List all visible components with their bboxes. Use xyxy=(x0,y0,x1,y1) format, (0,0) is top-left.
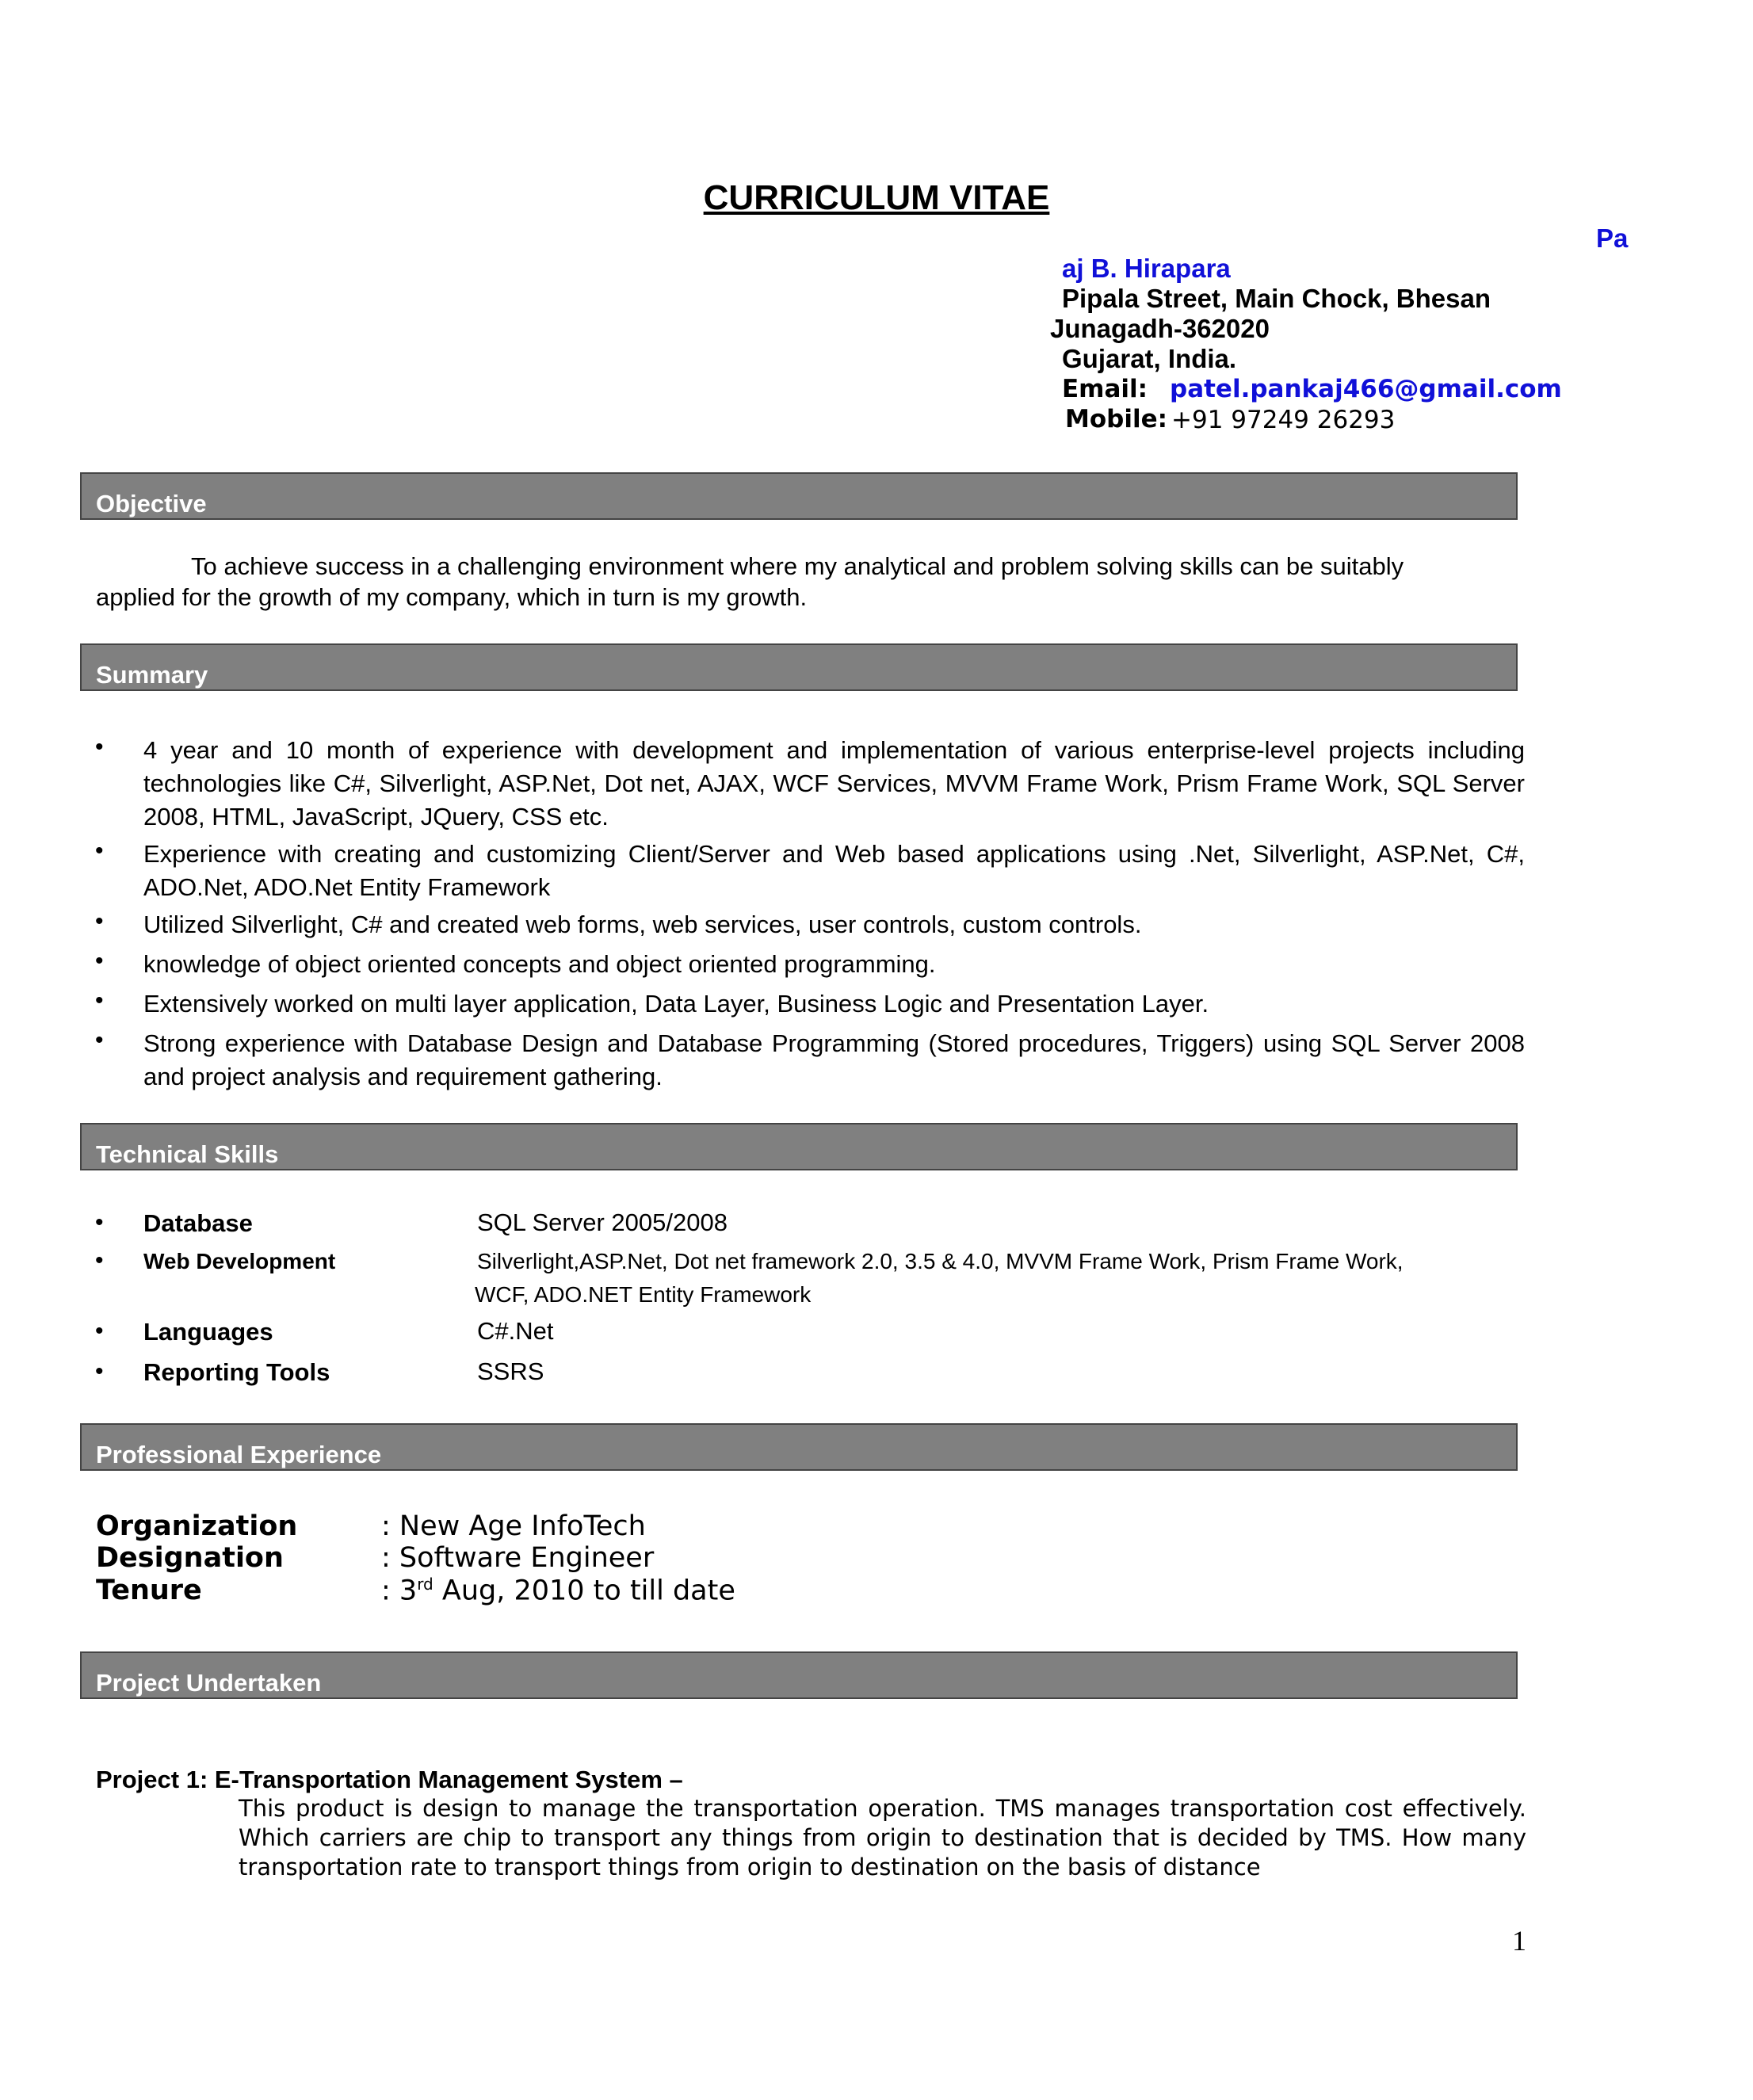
objective-header xyxy=(80,472,1518,520)
skill-label-languages: Languages xyxy=(143,1318,273,1346)
summary-title: Summary xyxy=(96,661,208,689)
project-1-title: Project 1: E-Transportation Management System – xyxy=(96,1766,683,1793)
tenure-label: Tenure xyxy=(96,1575,202,1606)
summary-item-4: knowledge of object oriented concepts and object oriented programming. xyxy=(143,950,936,978)
summary-item-2: Experience with creating and customizing Client/Server and Web based applications using .Net, Silverlight, ASP.Net, C#, ADO.Net, ADO.Net Entity Framework xyxy=(143,840,1525,901)
skill-value-reporting-tools: SSRS xyxy=(477,1357,544,1385)
tenure-prefix: : 3 xyxy=(381,1575,418,1607)
objective-title: Objective xyxy=(96,490,207,517)
mobile-label: Mobile: xyxy=(1065,405,1168,433)
skill-bullet-2: • xyxy=(95,1247,104,1273)
objective-line-2: applied for the growth of my company, which in turn is my growth. xyxy=(96,583,808,611)
bullet-1: • xyxy=(95,734,104,760)
bullet-2: • xyxy=(95,838,104,864)
skill-label-database: Database xyxy=(143,1209,253,1237)
address-line-3: Gujarat, India. xyxy=(1062,344,1237,373)
technical-skills-header xyxy=(80,1123,1518,1170)
summary-item-5: Extensively worked on multi layer application, Data Layer, Business Logic and Presentation Layer. xyxy=(143,990,1209,1018)
cv-title: CURRICULUM VITAE xyxy=(703,178,1050,217)
bullet-3: • xyxy=(95,908,104,934)
designation-label: Designation xyxy=(96,1542,284,1574)
email-label: Email: xyxy=(1062,375,1148,403)
skill-value-web-development-2: WCF, ADO.NET Entity Framework xyxy=(475,1282,812,1307)
summary-item-3: Utilized Silverlight, C# and created web forms, web services, user controls, custom controls. xyxy=(143,911,1142,938)
skill-value-languages: C#.Net xyxy=(477,1317,554,1345)
bullet-5: • xyxy=(95,987,104,1014)
summary-item-1: 4 year and 10 month of experience with development and implementation of various enterprise-level projects including technologies like C#, Silverlight, ASP.Net, Dot net, AJAX, WCF Services, MVVM Frame Work, Prism Frame Work, SQL Server 2008, HTML, JavaScript, JQuery, CSS etc. xyxy=(143,736,1525,830)
summary-header xyxy=(80,643,1518,691)
objective-text xyxy=(96,551,1525,613)
skill-value-web-development: Silverlight,ASP.Net, Dot net framework 2.0, 3.5 & 4.0, MVVM Frame Work, Prism Frame Work, xyxy=(477,1249,1404,1273)
email-link[interactable]: patel.pankaj466@gmail.com xyxy=(1170,375,1562,403)
project-undertaken-header xyxy=(80,1651,1518,1699)
skill-label-web-development: Web Development xyxy=(143,1249,336,1273)
professional-experience-title: Professional Experience xyxy=(96,1441,382,1468)
summary-item-6: Strong experience with Database Design and Database Programming (Stored procedures, Triggers) using SQL Server 2008 and project analysis and requirement gathering. xyxy=(143,1029,1525,1090)
address-line-2: Junagadh-362020 xyxy=(1050,314,1270,343)
skill-label-reporting-tools: Reporting Tools xyxy=(143,1358,330,1386)
bullet-4: • xyxy=(95,948,104,974)
objective-line-1: To achieve success in a challenging environment where my analytical and problem solving skills can be suitably xyxy=(191,552,1404,580)
tenure-rest: Aug, 2010 to till date xyxy=(433,1575,735,1607)
designation-value: : Software Engineer xyxy=(381,1542,655,1574)
organization-label: Organization xyxy=(96,1510,298,1542)
tenure-suffix: rd xyxy=(417,1575,433,1594)
mobile-value: +91 97249 26293 xyxy=(1171,406,1396,434)
professional-experience-header xyxy=(80,1423,1518,1471)
skill-bullet-3: • xyxy=(95,1318,104,1344)
organization-value: : New Age InfoTech xyxy=(381,1510,646,1542)
name-prefix: Pa xyxy=(1596,223,1629,253)
address-line-1: Pipala Street, Main Chock, Bhesan xyxy=(1062,284,1491,313)
skill-value-database: SQL Server 2005/2008 xyxy=(477,1208,728,1236)
tenure-value xyxy=(381,1575,735,1607)
technical-skills-title: Technical Skills xyxy=(96,1140,279,1168)
skill-bullet-1: • xyxy=(95,1209,104,1235)
page-number: 1 xyxy=(1512,1925,1526,1957)
project-undertaken-title: Project Undertaken xyxy=(96,1669,322,1697)
bullet-6: • xyxy=(95,1027,104,1053)
skill-bullet-4: • xyxy=(95,1358,104,1384)
project-1-description: This product is design to manage the transportation operation. TMS manages transportation cost effectively. Which carriers are chip to transport any things from origin to destination that is decided by TMS. How many transportation rate to transport things from origin to destination on the basis of distance xyxy=(239,1795,1526,1880)
candidate-name: aj B. Hirapara xyxy=(1062,254,1231,283)
